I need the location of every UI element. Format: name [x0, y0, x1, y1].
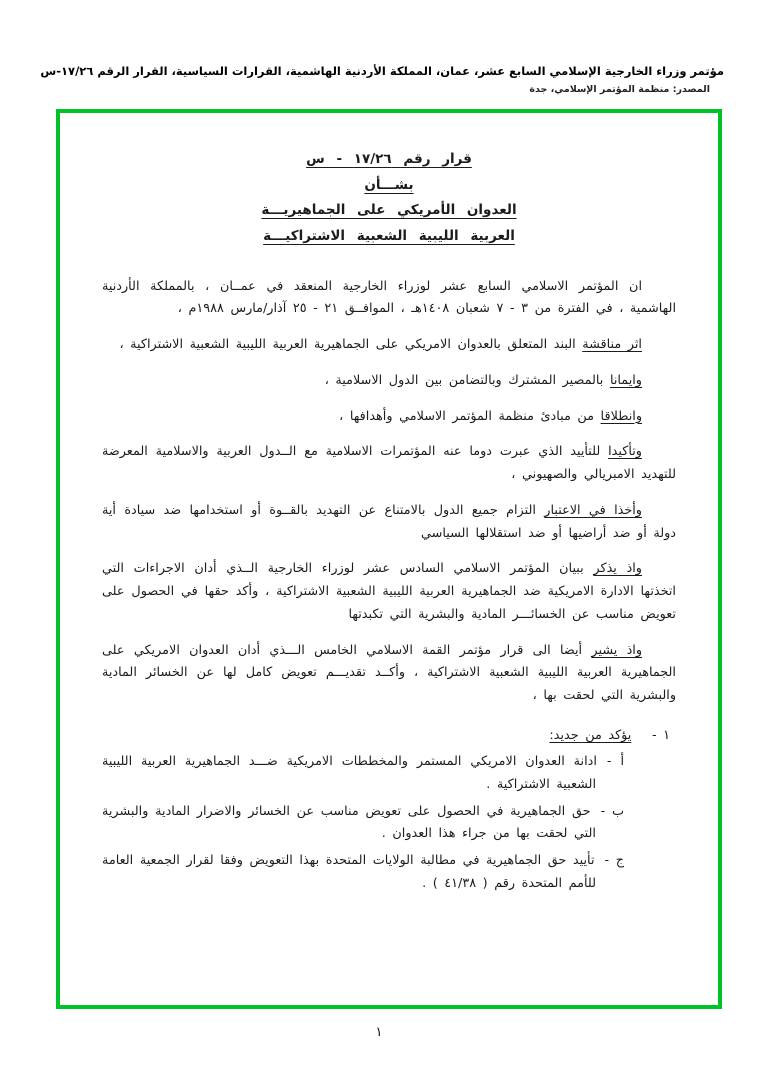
sub-item-marker: ج - [604, 853, 625, 869]
source-line: المصدر: منظمة المؤتمر الإسلامي، جدة [529, 83, 710, 95]
paragraph-lead: وأخذا في الاعتبار [544, 502, 642, 518]
paragraph-text: ان المؤتمر الاسلامي السابع عشر لوزراء الخارجية المنعقد في عمــان ، بالمملكة الأردنية الهاشمية ، في الفترة من ٣ - ٧ شعبان ١٤٠٨هـ ، الموافــق ٢١ - ٢٥ آذار/مارس ١٩٨٨م ، [102, 278, 676, 317]
decree-sub-item [102, 801, 624, 847]
paragraph-text: البند المتعلق بالعدوان الامريكي على الجماهيرية العربية الليبية الشعبية الاشتراكية ، [119, 337, 583, 353]
paragraph-lead: واذ يشير [591, 642, 643, 658]
paragraph-lead: واذ يذكر [593, 561, 642, 577]
document-frame [56, 109, 722, 1009]
sub-item-text: تأييد حق الجماهيرية في مطالبة الولايات المتحدة بهذا التعويض وفقا لقرار الجمعية العامة للأمم المتحدة رقم ( ٤١/٣٨ ) . [102, 853, 596, 891]
paragraph [102, 370, 676, 393]
page-number: ١ [375, 1024, 383, 1040]
decree-title-line: العدوان الأمريكي على الجماهيريـــة [261, 202, 517, 219]
paragraph-preamble [102, 276, 676, 322]
decree-sub-item [102, 751, 624, 797]
decree-sub-item [102, 850, 624, 896]
paragraph-text: ببيان المؤتمر الاسلامي السادس عشر لوزراء الخارجية الــذي أدان الاجراءات التي اتخذتها الادارة الامريكية ضد الجماهيرية العربية الليبية الشعبية الاشتراكية ، وأكد حقها في الحصول على تعويض مناسب عن الخسائـــر المادية والبشرية التي تكبدتها [102, 561, 676, 622]
paragraph-text: بالمصير المشترك وبالتضامن بين الدول الاسلامية ، [324, 372, 610, 388]
paragraph [102, 406, 676, 429]
paragraph-lead: وتأكيدا [608, 444, 642, 460]
paragraph [102, 640, 676, 708]
paragraph [102, 500, 676, 546]
paragraph-lead: اثر مناقشة [582, 337, 642, 353]
decree-heading: يؤكد من جديد: [549, 727, 632, 743]
paragraph-lead: وانطلاقا [600, 408, 642, 424]
sub-item-text: ادانة العدوان الامريكي المستمر والمخططات الامريكية ضـــد الجماهيرية العربية الليبية الشعبية الاشتراكية . [102, 754, 597, 792]
sub-item-text: حق الجماهيرية في الحصول على تعويض مناسب عن الخسائر والاضرار المادية والبشرية التي لحقت بها من جراء هذا العدوان . [102, 803, 596, 842]
paragraph-text: للتأييد الذي عبرت دوما عنه المؤتمرات الاسلامية مع الــدول العربية والاسلامية المعرضة للتهديد الامبريالي والصهيوني ، [102, 444, 676, 483]
paragraph [102, 334, 676, 357]
paragraph-text: من مبادئ منظمة المؤتمر الاسلامي وأهدافها ، [339, 408, 601, 424]
decree-title-line: بشـــأن [364, 176, 414, 193]
sub-item-marker: ب - [600, 803, 624, 819]
paragraph [102, 441, 676, 487]
decree-title-line: قرار رقم ١٧/٢٦ - س [306, 150, 472, 167]
page-header: مؤتمر وزراء الخارجية الإسلامي السابع عشر، عمان، المملكة الأردنية الهاشمية، القرارات السياسية، القرار الرقم ١٧/٢٦-س [40, 64, 724, 78]
sub-item-marker: أ - [606, 754, 625, 770]
decree-number: ١ - [651, 727, 670, 743]
paragraph [102, 558, 676, 626]
paragraph-lead: وايمانا [609, 372, 642, 388]
paragraph-text: التزام جميع الدول بالامتناع عن التهديد بالقــوة أو استخدامها ضد سيادة أية دولة أو ضد أراضيها أو ضد استقلالها السياسي [102, 502, 676, 541]
decree-title-block [102, 147, 676, 250]
decree-heading-line [102, 724, 670, 747]
decree-title-line: العربية الليبية الشعبية الاشتراكيـــة [263, 227, 515, 244]
paragraph-text: أيضا الى قرار مؤتمر القمة الاسلامي الخامس الـــذي أدان العدوان الامريكي على الجماهيرية العربية الليبية الشعبية الاشتراكية ، وأكــد تقديـــم تعويض كامل لها عن الخسائر المادية والبشرية التي لحقت بها ، [102, 642, 676, 704]
